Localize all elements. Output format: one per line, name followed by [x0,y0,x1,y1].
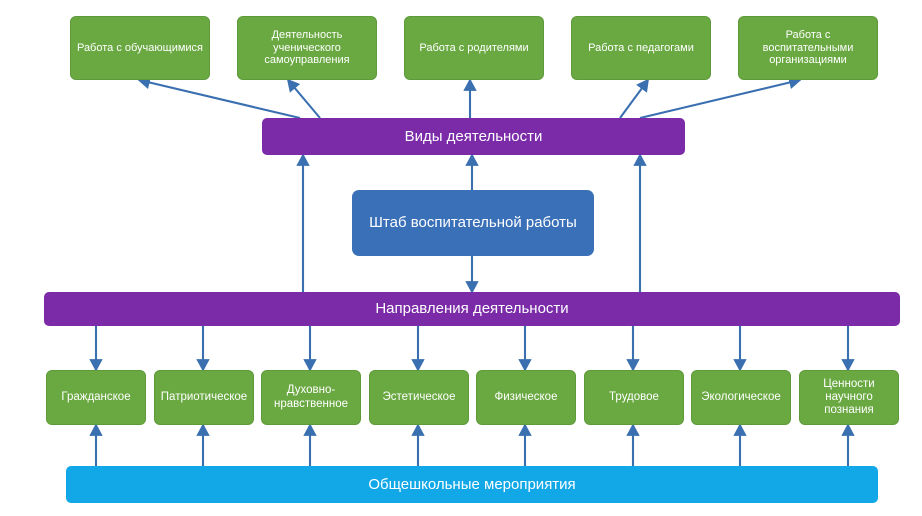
direction-node-label: Экологическое [701,390,781,403]
direction-node-patriotic[interactable] [154,370,254,425]
direction-node-spiritual-moral[interactable] [261,370,361,425]
staff-box-label: Штаб воспитательной работы [369,214,577,232]
direction-node-physical[interactable] [476,370,576,425]
direction-node-labor[interactable] [584,370,684,425]
direction-node-label: Гражданское [61,390,131,403]
direction-node-label: Духовно-нравственное [273,384,348,410]
direction-node-civic[interactable] [46,370,146,425]
direction-node-label: Эстетическое [382,390,456,403]
activities-bar-label: Виды деятельности [404,127,543,145]
directions-bar-label: Направления деятельности [375,300,569,318]
direction-node-ecological[interactable] [691,370,791,425]
direction-node-label: Трудовое [609,390,659,403]
direction-node-label: Ценности научного познания [823,377,875,417]
direction-node-scientific-values[interactable] [799,370,899,425]
activity-node-student-government[interactable] [237,16,377,80]
direction-node-label: Физическое [494,390,558,403]
direction-node-aesthetic[interactable] [369,370,469,425]
activity-node-students[interactable] [70,16,210,80]
activity-node-label: Деятельность ученического самоуправления [264,29,350,67]
activity-node-label: Работа с обучающимися [76,41,204,54]
activity-node-label: Работа с педагогами [588,41,694,54]
activity-node-label: Работа с родителями [419,41,529,54]
staff-box[interactable] [352,190,594,256]
activities-bar[interactable] [262,118,685,155]
school-events-bar[interactable] [66,466,878,503]
school-events-bar-label: Общешкольные мероприятия [368,475,576,493]
activity-node-parents[interactable] [404,16,544,80]
activity-node-teachers[interactable] [571,16,711,80]
direction-node-label: Патриотическое [160,390,248,403]
activity-node-label: Работа с воспитательными организациями [762,29,854,67]
directions-bar[interactable] [44,292,900,326]
activity-node-organizations[interactable] [738,16,878,80]
